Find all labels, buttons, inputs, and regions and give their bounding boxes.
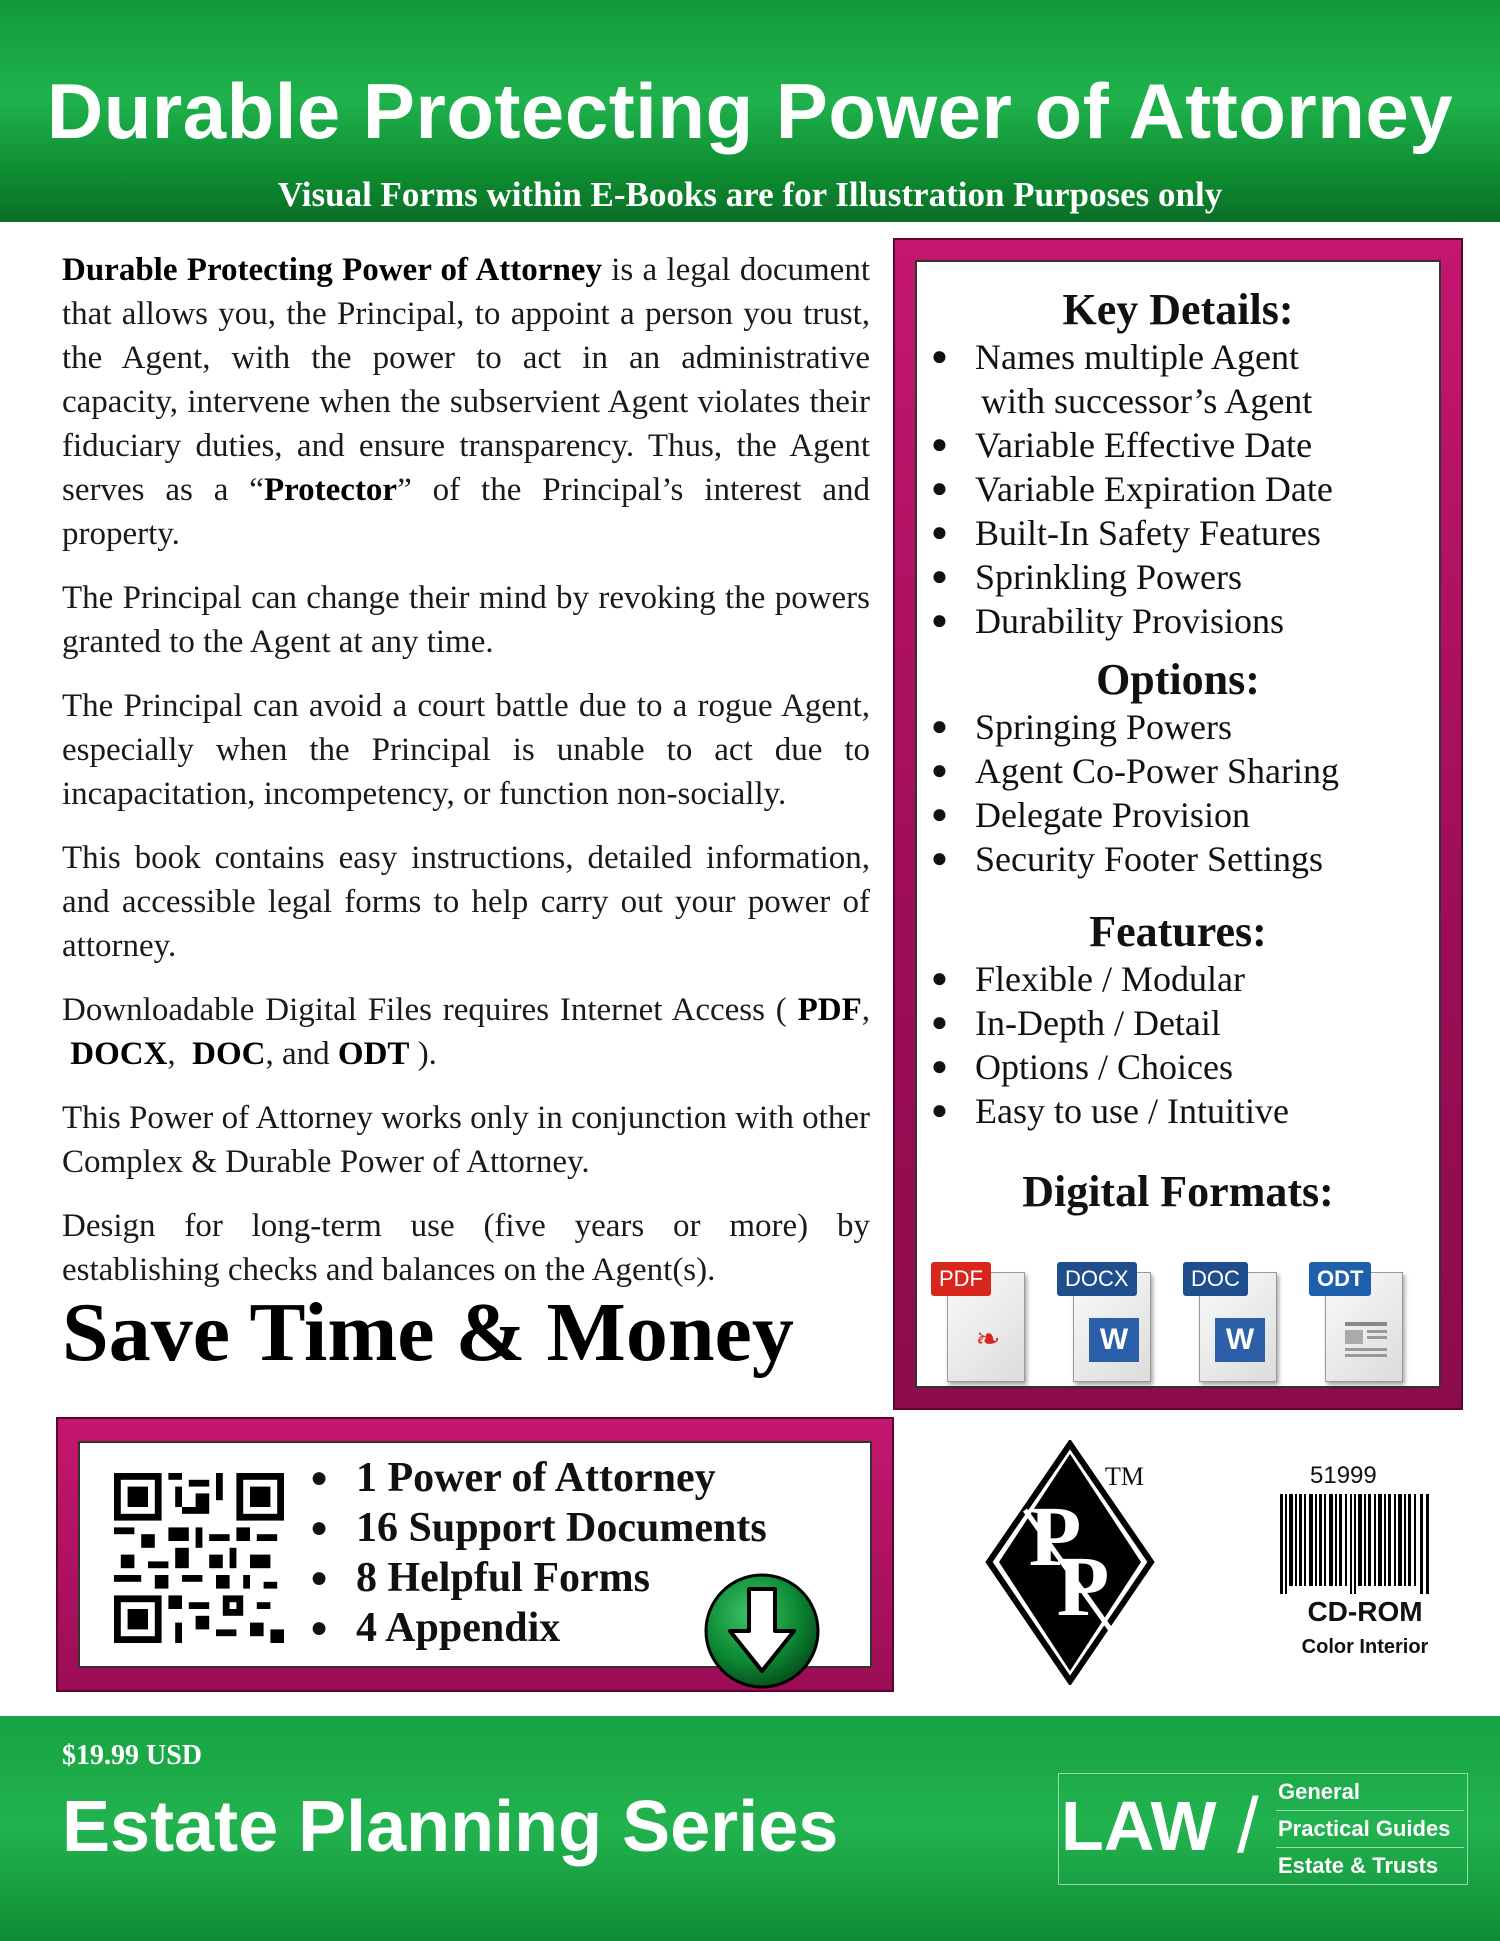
header-banner <box>0 0 1500 222</box>
list-item: ● 1 Power of Attorney <box>310 1453 767 1503</box>
details-panel <box>893 238 1463 1410</box>
options-title: Options: <box>1096 655 1260 704</box>
list-item: ● 8 Helpful Forms <box>310 1553 767 1603</box>
law-slash: / <box>1237 1781 1259 1869</box>
list-item-text: Names multiple Agent <box>975 337 1299 377</box>
law-label: LAW <box>1061 1787 1217 1865</box>
category-item: Estate & Trusts <box>1278 1853 1439 1878</box>
price: $19.99 USD <box>62 1740 203 1771</box>
format-odt: ODT <box>337 1036 410 1072</box>
barcode <box>1280 1494 1430 1594</box>
category-item: General <box>1276 1774 1464 1811</box>
desc-p1-text-b: ” of the Principal’s interest and property. <box>62 472 870 552</box>
svg-text:P: P <box>1028 1488 1082 1584</box>
list-item: ● 4 Appendix <box>310 1603 767 1653</box>
list-item: ● In-Depth / Detail <box>931 1001 1439 1045</box>
list-item: ● Durability Provisions <box>931 599 1439 643</box>
list-item-continued: with successor’s Agent <box>981 381 1313 421</box>
doc-icon <box>1183 1262 1279 1382</box>
document-lines-icon <box>1341 1318 1391 1362</box>
contents-box-inner <box>78 1441 872 1668</box>
protector-term: Protector <box>263 472 398 508</box>
interior-type: Color Interior <box>1301 1636 1429 1658</box>
format-icons <box>931 1262 1451 1392</box>
options-section <box>917 654 1439 881</box>
desc-p5-end: ). <box>409 1036 437 1072</box>
desc-paragraph-4: This book contains easy instructions, detailed information, and accessible legal forms to help carry out your power of attorney. <box>62 840 870 964</box>
format-pdf: PDF <box>797 992 862 1028</box>
barcode-number: 51999 <box>1310 1462 1377 1489</box>
docx-icon <box>1057 1262 1153 1382</box>
desc-paragraph-1 <box>62 248 870 556</box>
odt-icon <box>1309 1262 1405 1382</box>
features-section <box>917 906 1439 1133</box>
key-details-title: Key Details: <box>1062 285 1294 334</box>
category-item: Practical Guides <box>1276 1811 1464 1848</box>
svg-text:P: P <box>1056 1538 1110 1634</box>
features-list <box>917 957 1439 1133</box>
word-icon: W <box>1089 1318 1139 1362</box>
contents-list <box>310 1453 767 1653</box>
qr-code-icon[interactable] <box>114 1473 284 1643</box>
list-item: ● Variable Effective Date <box>931 423 1439 467</box>
pdf-icon <box>931 1262 1027 1382</box>
description <box>62 248 870 1312</box>
list-item: ● Easy to use / Intuitive <box>931 1089 1439 1133</box>
page-title: Durable Protecting Power of Attorney <box>46 67 1454 155</box>
details-panel-inner <box>915 260 1441 1388</box>
desc-title-bold: Durable Protecting Power of Attorney <box>62 252 602 288</box>
list-item: ● Security Footer Settings <box>931 837 1439 881</box>
doc-tag: DOC <box>1183 1262 1248 1296</box>
desc-p5-and: , and <box>265 1036 338 1072</box>
options-list <box>917 705 1439 881</box>
formats-title: Digital Formats: <box>1022 1167 1334 1216</box>
acrobat-icon: ❧ <box>975 1322 1001 1357</box>
word-icon: W <box>1215 1318 1265 1362</box>
desc-paragraph-3: The Principal can avoid a court battle due to a rogue Agent, especially when the Principal is unable to act due to incapacitation, incompetency, or function non-socially. <box>62 688 870 812</box>
features-title: Features: <box>1089 907 1267 956</box>
list-item <box>931 335 1439 423</box>
desc-paragraph-5: Downloadable Digital Files requires Internet Access ( PDF, DOCX, DOC, and ODT ). <box>62 992 870 1072</box>
docx-tag: DOCX <box>1057 1262 1137 1296</box>
list-item: ● Flexible / Modular <box>931 957 1439 1001</box>
format-doc: DOC <box>192 1036 266 1072</box>
desc-paragraph-2: The Principal can change their mind by revoking the powers granted to the Agent at any time. <box>62 580 870 660</box>
page-subtitle: Visual Forms within E-Books are for Illustration Purposes only <box>277 175 1223 214</box>
series-title: Estate Planning Series <box>62 1787 839 1867</box>
key-details-section <box>917 284 1439 643</box>
list-item: ● Delegate Provision <box>931 793 1439 837</box>
formats-section <box>917 1166 1439 1217</box>
format-docx: DOCX <box>70 1036 168 1072</box>
list-item: ● Options / Choices <box>931 1045 1439 1089</box>
list-item: ● Springing Powers <box>931 705 1439 749</box>
desc-p1-text-a: is a legal document that allows you, the Principal, to appoint a person you trust, the Agent, with the power to act in an administrative capacity, intervene when the subservient Agent violates their fiduciary duties, and ensure transparency. Thus, the Agent serves as a “ <box>62 252 870 508</box>
desc-paragraph-7: Design for long-term use (five years or more) by establishing checks and balances on the Agent(s). <box>62 1208 870 1288</box>
list-item: ● Agent Co-Power Sharing <box>931 749 1439 793</box>
law-categories <box>1276 1774 1464 1884</box>
law-badge <box>1058 1773 1468 1885</box>
download-arrow-icon[interactable] <box>702 1571 822 1691</box>
list-item: ● 16 Support Documents <box>310 1503 767 1553</box>
desc-paragraph-6: This Power of Attorney works only in conjunction with other Complex & Durable Power of Attorney. <box>62 1100 870 1180</box>
save-slogan: Save Time & Money <box>62 1286 794 1379</box>
desc-p5-text: Downloadable Digital Files requires Internet Access ( <box>62 992 798 1028</box>
key-details-list <box>917 335 1439 643</box>
list-item: ● Built-In Safety Features <box>931 511 1439 555</box>
media-type: CD-ROM <box>1307 1596 1423 1627</box>
trademark: TM <box>1105 1462 1144 1491</box>
list-item: ● Variable Expiration Date <box>931 467 1439 511</box>
contents-box <box>56 1417 894 1692</box>
odt-tag: ODT <box>1309 1262 1371 1296</box>
list-item: ● Sprinkling Powers <box>931 555 1439 599</box>
pdf-tag: PDF <box>931 1262 991 1296</box>
